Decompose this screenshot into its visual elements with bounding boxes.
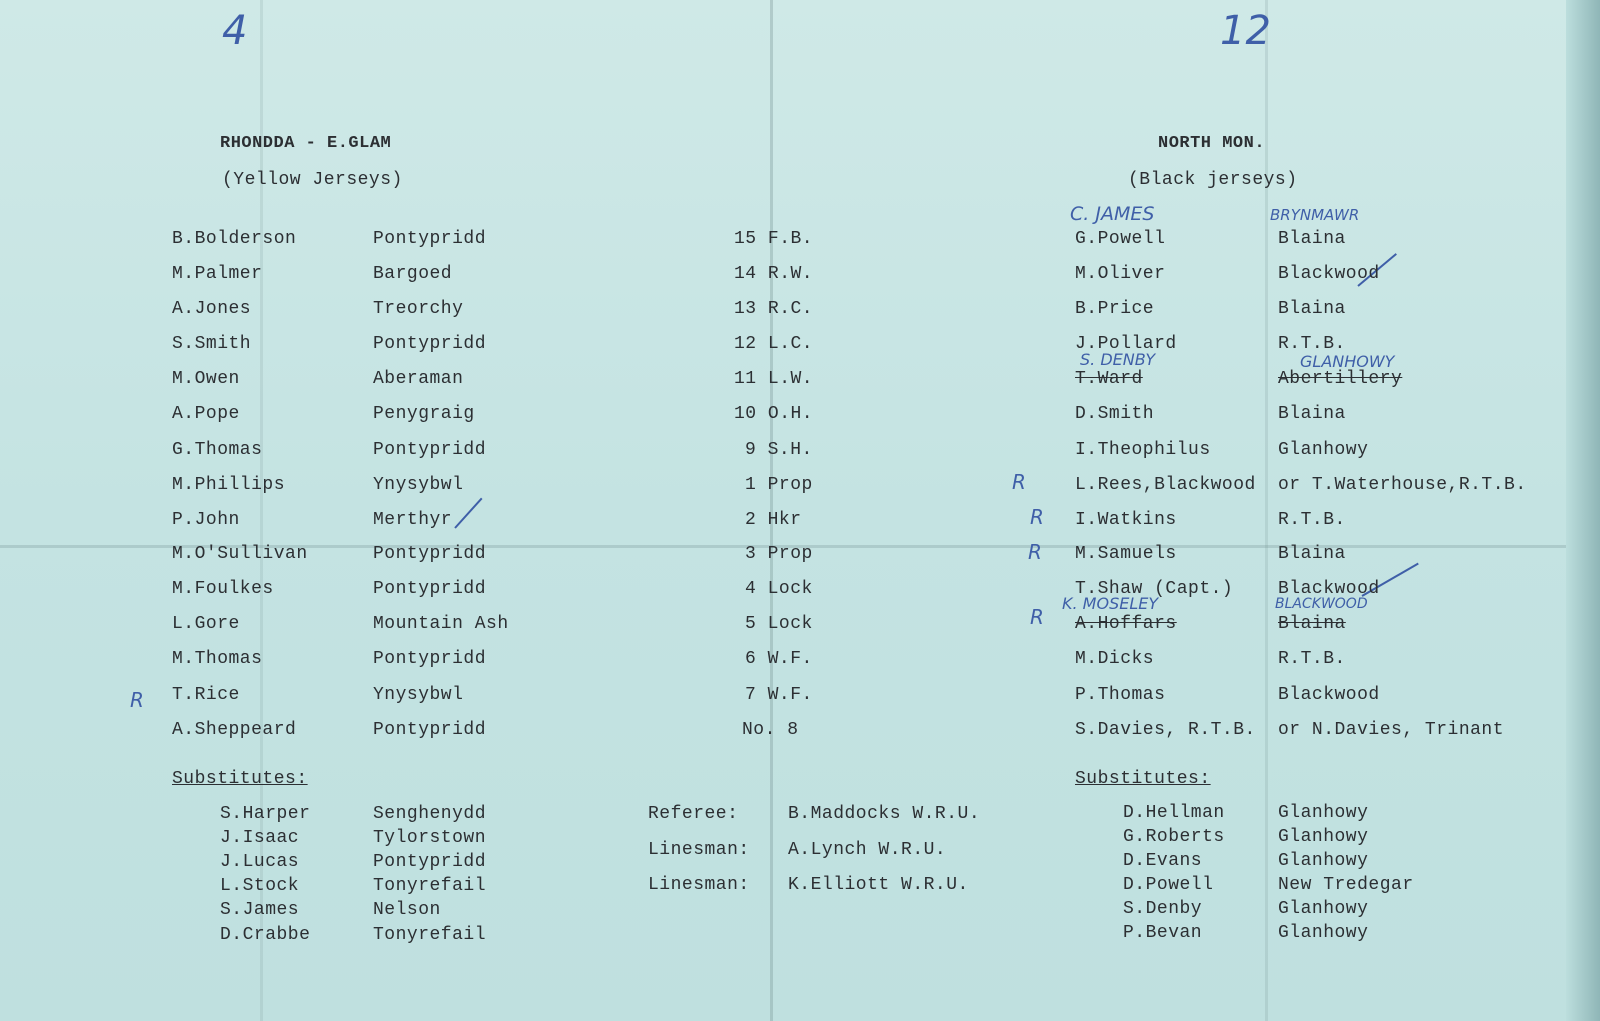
home-player-name: M.Palmer	[172, 264, 263, 284]
home-player-name: G.Thomas	[172, 440, 263, 460]
position-label: 15 F.B.	[734, 229, 814, 249]
official-role: Linesman:	[648, 875, 750, 895]
away-player-name: S.Davies, R.T.B.	[1075, 720, 1256, 740]
handwritten-substitute-name: C. JAMES	[1070, 203, 1155, 225]
home-player-club: Aberaman	[373, 369, 464, 389]
home-player-name: L.Gore	[172, 614, 240, 634]
position-label: 12 L.C.	[734, 334, 814, 354]
away-subs-label: Substitutes:	[1075, 769, 1211, 789]
away-player-club: Blaina	[1278, 229, 1346, 249]
position-label: 4 Lock	[745, 579, 813, 599]
away-sub-club: New Tredegar	[1278, 875, 1414, 895]
away-sub-club: Glanhowy	[1278, 827, 1369, 847]
away-team-title: NORTH MON.	[1158, 134, 1266, 153]
home-player-name: M.Thomas	[172, 649, 263, 669]
away-player-club: R.T.B.	[1278, 334, 1346, 354]
home-team-jerseys: (Yellow Jerseys)	[222, 170, 403, 190]
away-player-club: Glanhowy	[1278, 440, 1369, 460]
handwritten-substitute-club: GLANHOWY	[1300, 352, 1395, 371]
home-sub-name: S.James	[220, 900, 300, 920]
away-player-club: R.T.B.	[1278, 510, 1346, 530]
home-player-club: Penygraig	[373, 404, 475, 424]
away-player-club: Blackwood	[1278, 685, 1380, 705]
home-player-club: Treorchy	[373, 299, 464, 319]
away-sub-club: Glanhowy	[1278, 851, 1369, 871]
official-name: K.Elliott W.R.U.	[788, 875, 969, 895]
away-sub-club: Glanhowy	[1278, 899, 1369, 919]
handwritten-page-number: 4	[222, 8, 248, 54]
official-name: A.Lynch W.R.U.	[788, 840, 947, 860]
away-player-club: Blackwood	[1278, 264, 1380, 284]
away-player-club: or N.Davies, Trinant	[1278, 720, 1505, 740]
home-player-club: Ynysybwl	[373, 475, 464, 495]
handwritten-r-mark: R	[1030, 505, 1044, 529]
paper-edge	[1566, 0, 1600, 1021]
home-player-name: P.John	[172, 510, 240, 530]
home-sub-name: J.Lucas	[220, 852, 300, 872]
handwritten-substitute-name: S. DENBY	[1080, 350, 1156, 369]
away-player-club: or T.Waterhouse,R.T.B.	[1278, 475, 1527, 495]
position-label: 10 O.H.	[734, 404, 814, 424]
home-player-name: S.Smith	[172, 334, 252, 354]
home-sub-club: Senghenydd	[373, 804, 487, 824]
handwritten-substitute-club: BRYNMAWR	[1270, 206, 1360, 224]
handwritten-r-mark: R	[130, 688, 144, 712]
handwritten-substitute-name: K. MOSELEY	[1062, 594, 1159, 613]
away-player-club: Blaina	[1278, 299, 1346, 319]
home-player-name: M.Phillips	[172, 475, 286, 495]
away-player-name: M.Samuels	[1075, 544, 1177, 564]
away-player-club: Blaina	[1278, 544, 1346, 564]
away-player-club: Blaina	[1278, 614, 1346, 634]
home-subs-label: Substitutes:	[172, 769, 308, 789]
home-player-name: B.Bolderson	[172, 229, 297, 249]
position-label: 13 R.C.	[734, 299, 814, 319]
home-player-club: Pontypridd	[373, 649, 487, 669]
home-sub-club: Nelson	[373, 900, 441, 920]
home-sub-name: S.Harper	[220, 804, 311, 824]
away-sub-name: D.Powell	[1123, 875, 1214, 895]
position-label: 9 S.H.	[745, 440, 813, 460]
home-player-name: M.O'Sullivan	[172, 544, 308, 564]
away-sub-name: D.Hellman	[1123, 803, 1225, 823]
away-player-club: Abertillery	[1278, 369, 1403, 389]
handwritten-page-number: 12	[1220, 8, 1271, 54]
away-player-name: T.Ward	[1075, 369, 1143, 389]
home-player-club: Pontypridd	[373, 229, 487, 249]
home-player-club: Bargoed	[373, 264, 453, 284]
fold-line	[1265, 0, 1268, 1021]
away-player-name: P.Thomas	[1075, 685, 1166, 705]
tick-mark	[454, 498, 482, 529]
away-player-name: M.Dicks	[1075, 649, 1155, 669]
home-player-name: M.Owen	[172, 369, 240, 389]
home-sub-club: Tylorstown	[373, 828, 487, 848]
position-label: 14 R.W.	[734, 264, 814, 284]
home-player-club: Pontypridd	[373, 579, 487, 599]
away-sub-name: G.Roberts	[1123, 827, 1225, 847]
away-player-name: A.Hoffars	[1075, 614, 1177, 634]
away-player-name: M.Oliver	[1075, 264, 1166, 284]
position-label: 5 Lock	[745, 614, 813, 634]
home-player-name: A.Sheppeard	[172, 720, 297, 740]
home-player-club: Ynysybwl	[373, 685, 464, 705]
away-player-name: D.Smith	[1075, 404, 1155, 424]
home-player-club: Pontypridd	[373, 440, 487, 460]
position-label: 1 Prop	[745, 475, 813, 495]
position-label: 6 W.F.	[745, 649, 813, 669]
home-sub-name: D.Crabbe	[220, 925, 311, 945]
away-player-name: B.Price	[1075, 299, 1155, 319]
official-role: Referee:	[648, 804, 739, 824]
away-player-club: Blaina	[1278, 404, 1346, 424]
home-player-name: A.Pope	[172, 404, 240, 424]
away-team-jerseys: (Black jerseys)	[1128, 170, 1298, 190]
home-sub-name: J.Isaac	[220, 828, 300, 848]
home-player-name: A.Jones	[172, 299, 252, 319]
home-player-club: Pontypridd	[373, 334, 487, 354]
position-label: 11 L.W.	[734, 369, 814, 389]
handwritten-r-mark: R	[1030, 605, 1044, 629]
home-player-club: Merthyr	[373, 510, 453, 530]
official-role: Linesman:	[648, 840, 750, 860]
away-player-name: J.Pollard	[1075, 334, 1177, 354]
away-player-club: R.T.B.	[1278, 649, 1346, 669]
position-label: 7 W.F.	[745, 685, 813, 705]
away-player-name: L.Rees,Blackwood	[1075, 475, 1256, 495]
away-sub-name: P.Bevan	[1123, 923, 1203, 943]
handwritten-r-mark: R	[1012, 470, 1026, 494]
official-name: B.Maddocks W.R.U.	[788, 804, 981, 824]
home-player-club: Mountain Ash	[373, 614, 509, 634]
home-sub-club: Tonyrefail	[373, 925, 487, 945]
home-team-title: RHONDDA - E.GLAM	[220, 134, 392, 153]
home-sub-club: Pontypridd	[373, 852, 487, 872]
away-player-name: I.Theophilus	[1075, 440, 1211, 460]
home-sub-name: L.Stock	[220, 876, 300, 896]
position-label: No. 8	[742, 720, 799, 740]
handwritten-r-mark: R	[1028, 540, 1042, 564]
handwritten-substitute-club: BLACKWOOD	[1275, 596, 1368, 612]
home-player-club: Pontypridd	[373, 720, 487, 740]
home-player-club: Pontypridd	[373, 544, 487, 564]
away-player-club: Blackwood	[1278, 579, 1380, 599]
away-sub-name: S.Denby	[1123, 899, 1203, 919]
away-sub-club: Glanhowy	[1278, 923, 1369, 943]
away-sub-name: D.Evans	[1123, 851, 1203, 871]
home-sub-club: Tonyrefail	[373, 876, 487, 896]
away-sub-club: Glanhowy	[1278, 803, 1369, 823]
home-player-name: T.Rice	[172, 685, 240, 705]
home-player-name: M.Foulkes	[172, 579, 274, 599]
away-player-name: T.Shaw (Capt.)	[1075, 579, 1234, 599]
away-player-name: I.Watkins	[1075, 510, 1177, 530]
position-label: 2 Hkr	[745, 510, 802, 530]
away-player-name: G.Powell	[1075, 229, 1166, 249]
position-label: 3 Prop	[745, 544, 813, 564]
